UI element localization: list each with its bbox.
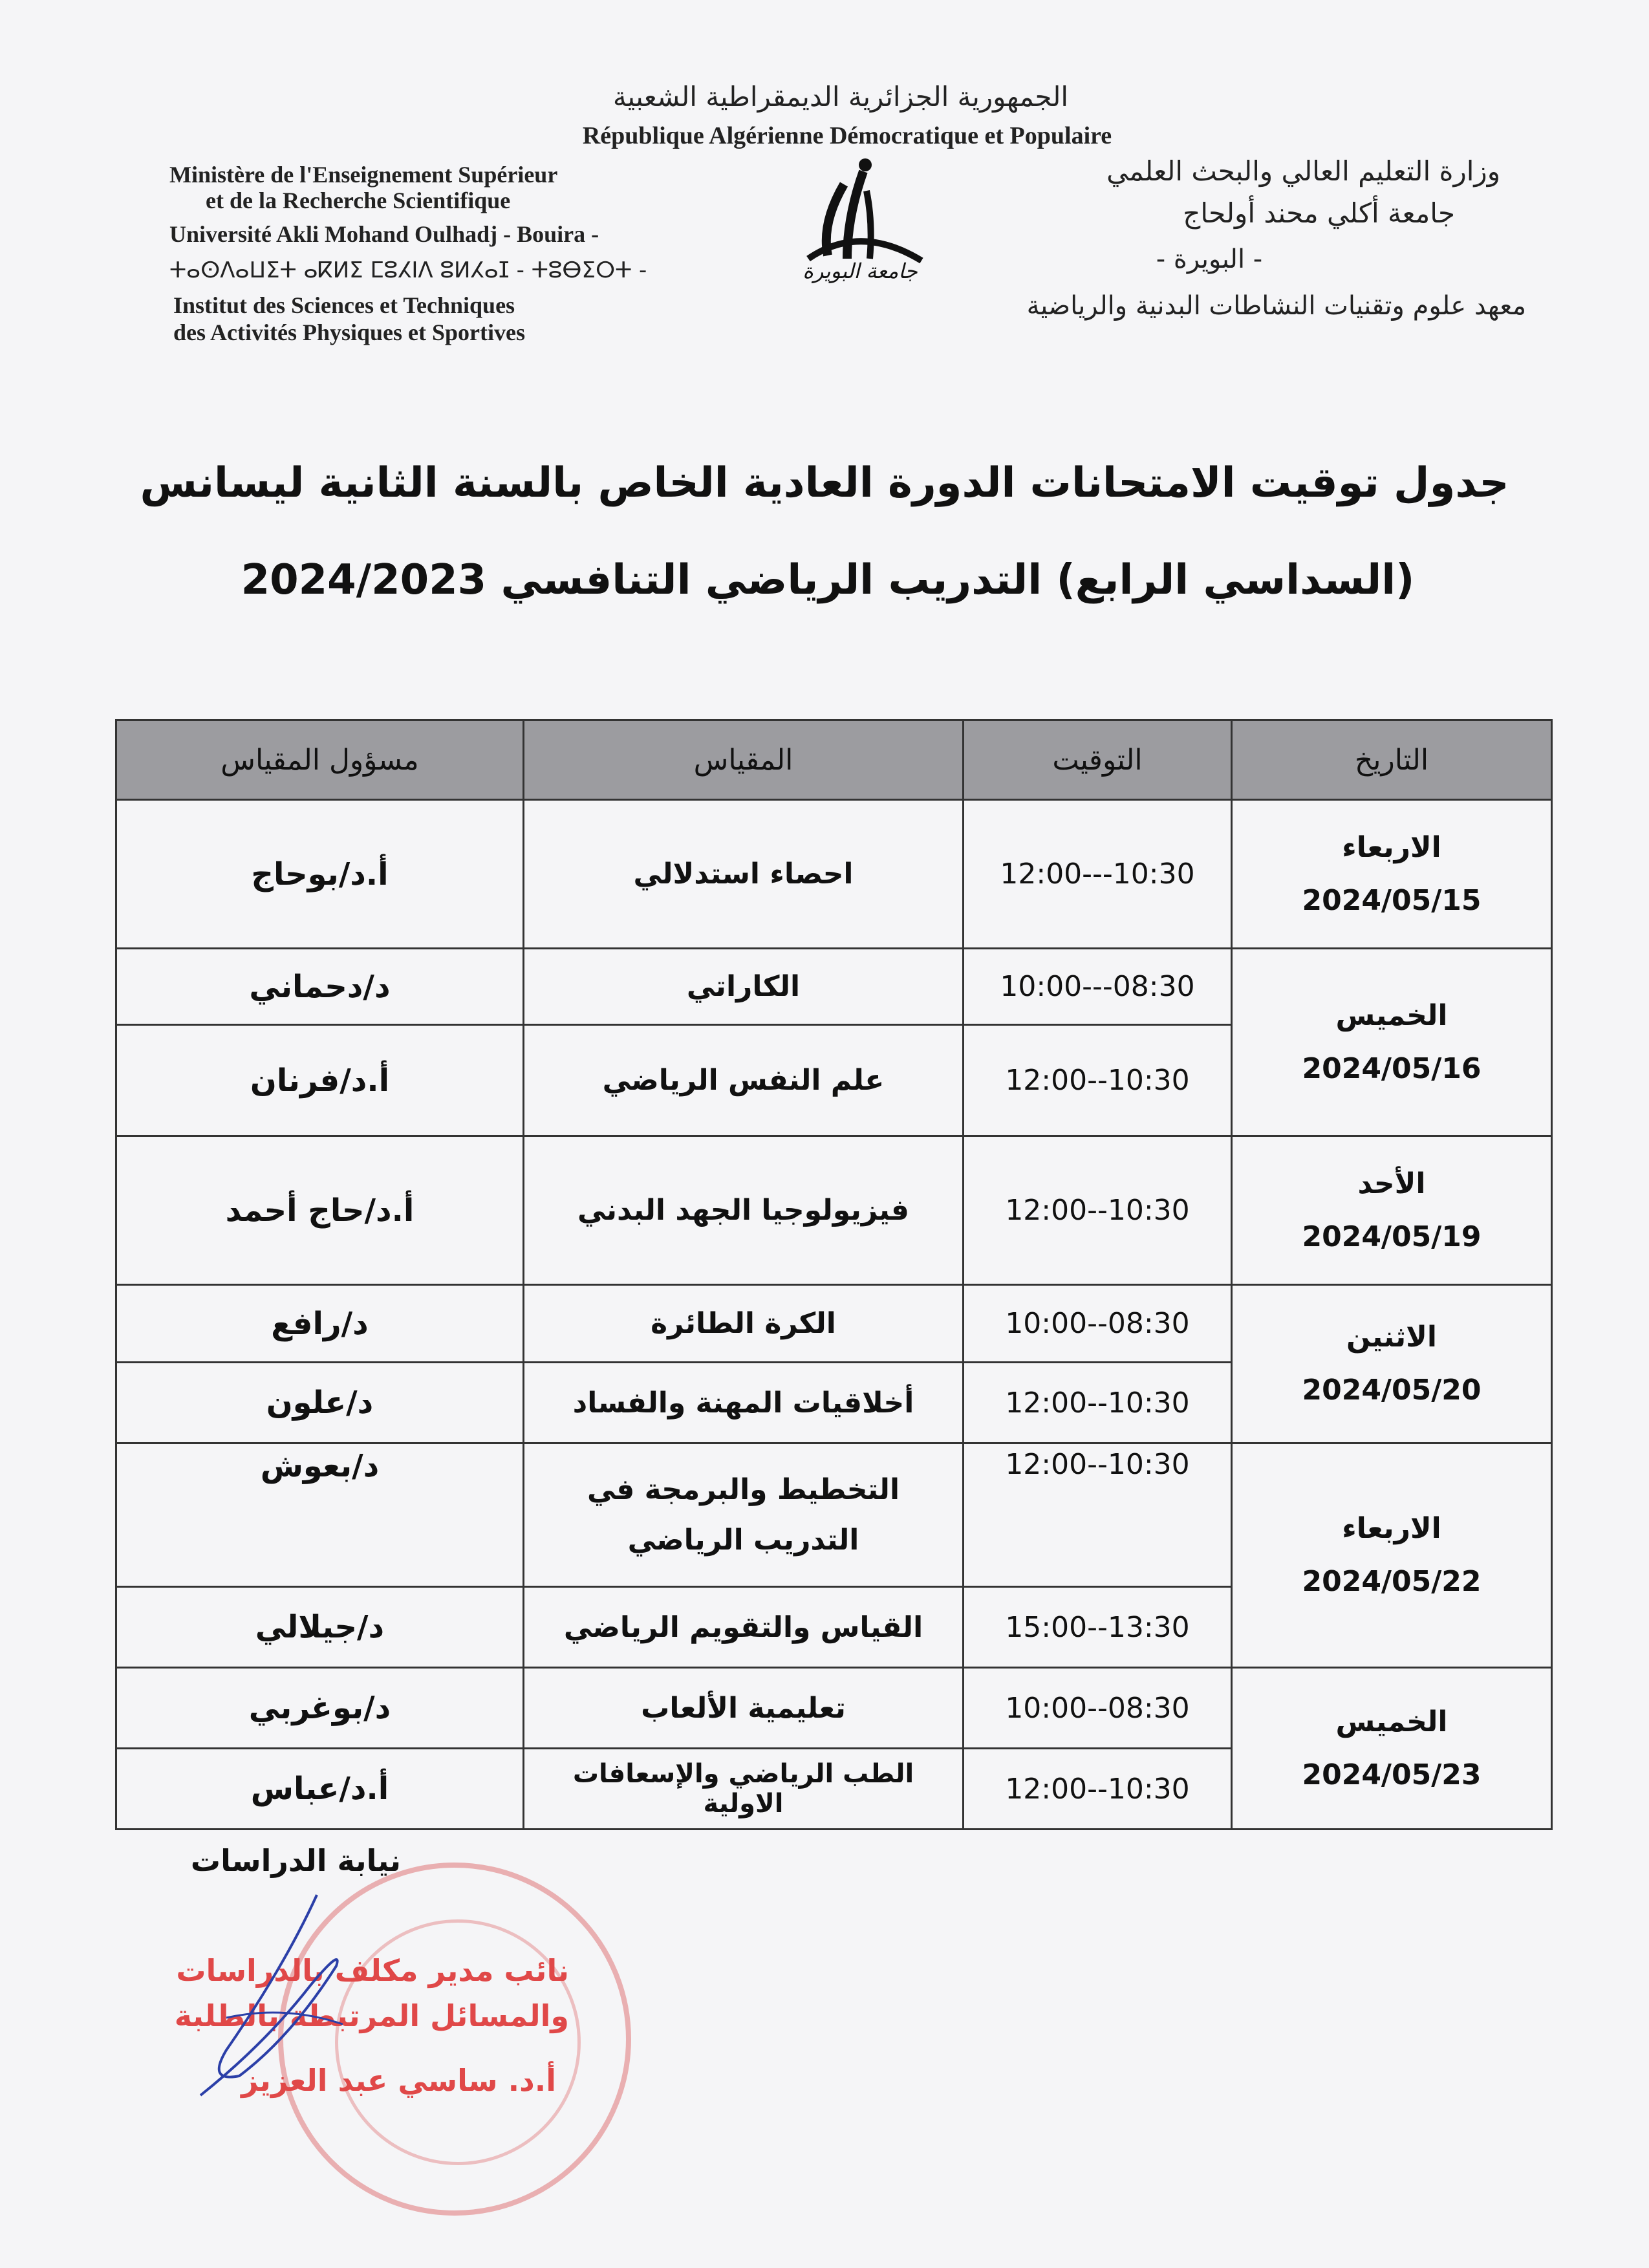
module-cell: فيزيولوجيا الجهد البدني bbox=[524, 1136, 964, 1285]
responsible-cell: أ.د/بوحاج bbox=[116, 800, 524, 949]
header-ar-institute: معهد علوم وتقنيات النشاطات البدنية والرياضية bbox=[1026, 291, 1526, 321]
header-ar-ministry: وزارة التعليم العالي والبحث العلمي bbox=[1106, 155, 1500, 187]
time-cell: 15:00--13:30 bbox=[964, 1587, 1232, 1668]
day-name: الاربعاء bbox=[1342, 1512, 1441, 1545]
time-cell: 12:00--10:30 bbox=[964, 1749, 1232, 1830]
date-value: 2024/05/16 bbox=[1302, 1052, 1482, 1085]
page-subtitle: (السداسي الرابع) التدريب الرياضي التنافسي 2024/2023 bbox=[241, 556, 1415, 604]
time-cell: 12:00--10:30 bbox=[964, 1136, 1232, 1285]
table-row bbox=[116, 1443, 1552, 1587]
exam-schedule-table bbox=[115, 719, 1553, 1830]
header-fr-republic: République Algérienne Démocratique et Populaire bbox=[582, 122, 1112, 149]
stamp-line-2: والمسائل المرتبطة بالطلبة bbox=[174, 1998, 569, 2033]
header-tifinagh: ⵜⴰⵙⴷⴰⵡⵉⵜ ⴰⴽⵍⵉ ⵎⵓⵃⵏⴷ ⵓⵍⵃⴰⵊ - ⵜⵓⴱⵉⵔⵜ - bbox=[169, 257, 647, 283]
responsible-cell: د/بعوش bbox=[116, 1443, 524, 1587]
logo-caption: جامعة البويرة bbox=[803, 259, 918, 283]
date-value: 2024/05/22 bbox=[1302, 1565, 1482, 1598]
module-cell: الكرة الطائرة bbox=[524, 1285, 964, 1363]
module-cell: علم النفس الرياضي bbox=[524, 1025, 964, 1136]
header-ar-university: جامعة أكلي محند أولحاج bbox=[1183, 197, 1455, 229]
module-cell: القياس والتقويم الرياضي bbox=[524, 1587, 964, 1668]
module-cell: الطب الرياضي والإسعافات الاولية bbox=[524, 1749, 964, 1830]
date-value: 2024/05/15 bbox=[1302, 883, 1482, 917]
module-cell: احصاء استدلالي bbox=[524, 800, 964, 949]
header-responsible: مسؤول المقياس bbox=[116, 720, 524, 800]
date-value: 2024/05/20 bbox=[1302, 1374, 1482, 1407]
responsible-cell: أ.د/عباس bbox=[116, 1749, 524, 1830]
header-fr-ministry: Ministère de l'Enseignement Supérieur bbox=[169, 162, 558, 188]
header-fr-ministry-2: et de la Recherche Scientifique bbox=[206, 188, 511, 213]
responsible-cell: أ.د/فرنان bbox=[116, 1025, 524, 1136]
module-cell: التخطيط والبرمجة في التدريب الرياضي bbox=[524, 1443, 964, 1587]
day-name: الأحد bbox=[1357, 1167, 1426, 1200]
table-row bbox=[116, 949, 1552, 1025]
time-cell: 10:00--08:30 bbox=[964, 1668, 1232, 1749]
day-name: الخميس bbox=[1335, 999, 1448, 1032]
header-fr-institute: Institut des Sciences et Techniques bbox=[173, 292, 515, 318]
date-value: 2024/05/23 bbox=[1302, 1758, 1482, 1791]
responsible-cell: د/جيلالي bbox=[116, 1587, 524, 1668]
table-row bbox=[116, 1668, 1552, 1749]
table-row bbox=[116, 800, 1552, 949]
date-value: 2024/05/19 bbox=[1302, 1220, 1482, 1253]
time-cell: 10:00--08:30 bbox=[964, 1285, 1232, 1363]
header-fr-institute-2: des Activités Physiques et Sportives bbox=[173, 319, 525, 345]
time-cell: 12:00--10:30 bbox=[964, 1025, 1232, 1136]
module-cell: الكاراتي bbox=[524, 949, 964, 1025]
time-cell: 12:00--10:30 bbox=[964, 1363, 1232, 1443]
stamp-line-3: أ.د. ساسي عبد العزيز bbox=[241, 2063, 556, 2098]
responsible-cell: أ.د/حاج أحمد bbox=[116, 1136, 524, 1285]
responsible-cell: د/دحماني bbox=[116, 949, 524, 1025]
date-cell bbox=[1232, 949, 1552, 1136]
date-cell bbox=[1232, 800, 1552, 949]
day-name: الاربعاء bbox=[1342, 830, 1441, 864]
time-cell: 10:00---08:30 bbox=[964, 949, 1232, 1025]
time-cell: 12:00--10:30 bbox=[964, 1443, 1232, 1587]
table-row bbox=[116, 1136, 1552, 1285]
module-cell: أخلاقيات المهنة والفساد bbox=[524, 1363, 964, 1443]
page-title: جدول توقيت الامتحانات الدورة العادية الخاص بالسنة الثانية ليسانس bbox=[140, 459, 1509, 507]
responsible-cell: د/رافع bbox=[116, 1285, 524, 1363]
date-cell bbox=[1232, 1668, 1552, 1830]
date-cell bbox=[1232, 1443, 1552, 1668]
header-ar-city: - البويرة - bbox=[1156, 244, 1263, 274]
studies-office-label: نيابة الدراسات bbox=[190, 1843, 401, 1878]
day-name: الاثنين bbox=[1346, 1321, 1437, 1354]
time-cell: 12:00---10:30 bbox=[964, 800, 1232, 949]
header-ar-republic: الجمهورية الجزائرية الديمقراطية الشعبية bbox=[612, 81, 1069, 113]
header-module: المقياس bbox=[524, 720, 964, 800]
day-name: الخميس bbox=[1335, 1705, 1448, 1738]
table-row bbox=[116, 1285, 1552, 1363]
responsible-cell: د/بوغربي bbox=[116, 1668, 524, 1749]
header-time: التوقيت bbox=[964, 720, 1232, 800]
header-date: التاريخ bbox=[1232, 720, 1552, 800]
header-fr-university: Université Akli Mohand Oulhadj - Bouira - bbox=[169, 221, 599, 247]
date-cell bbox=[1232, 1136, 1552, 1285]
signature bbox=[188, 1888, 356, 2102]
date-cell bbox=[1232, 1285, 1552, 1443]
module-cell: تعليمية الألعاب bbox=[524, 1668, 964, 1749]
table-header-row bbox=[116, 720, 1552, 800]
responsible-cell: د/علون bbox=[116, 1363, 524, 1443]
stamp-line-1: نائب مدير مكلف بالدراسات bbox=[176, 1953, 569, 1988]
